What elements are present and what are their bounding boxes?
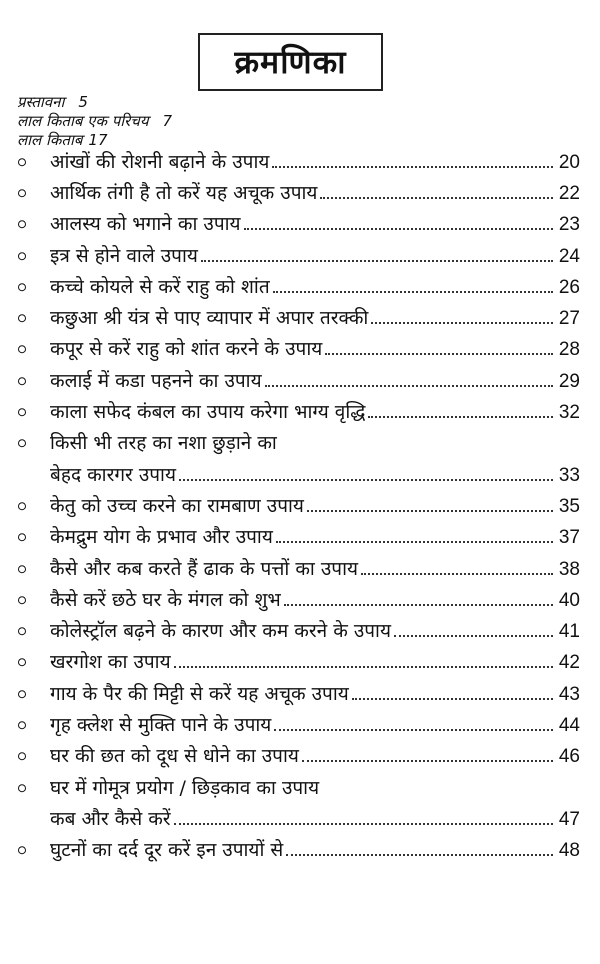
dot-leader	[244, 228, 553, 230]
title-box	[198, 33, 383, 91]
toc-page-number: 38	[558, 558, 580, 580]
toc-entry-text	[50, 555, 580, 581]
toc-entry-text	[50, 335, 580, 361]
bullet-circle-icon	[18, 158, 26, 166]
bullet-circle-icon	[18, 784, 26, 792]
dot-leader	[368, 416, 553, 418]
dot-leader	[302, 760, 553, 762]
toc-page-number: 48	[558, 840, 580, 862]
dot-leader	[284, 604, 553, 606]
toc-entry-text	[50, 586, 580, 612]
toc-entry-title: कैसे और कब करते हैं ढाक के पत्तों का उपाय	[50, 557, 359, 580]
dot-leader	[179, 479, 553, 481]
toc-page-number: 29	[558, 370, 580, 392]
toc-entry-title: गाय के पैर की मिट्टी से करें यह अचूक उपाय	[50, 682, 349, 705]
toc-entry-text	[50, 648, 580, 674]
bullet-circle-icon	[18, 690, 26, 698]
toc-entry-text	[50, 273, 580, 299]
toc-entry-text	[50, 492, 580, 518]
toc-page-number: 40	[558, 589, 580, 611]
toc-list	[0, 145, 600, 865]
toc-entry[interactable]	[0, 239, 600, 270]
toc-page-number: 23	[558, 214, 580, 236]
dot-leader	[174, 666, 553, 668]
toc-entry-title: इत्र से होने वाले उपाय	[50, 244, 198, 267]
toc-entry-title: आर्थिक तंगी है तो करें यह अचूक उपाय	[50, 181, 318, 204]
dot-leader	[174, 823, 553, 825]
bullet-circle-icon	[18, 408, 26, 416]
toc-entry-text	[50, 148, 580, 174]
toc-entry[interactable]	[0, 677, 600, 708]
toc-entry[interactable]	[0, 208, 600, 239]
toc-entry[interactable]	[0, 802, 600, 833]
toc-entry-title: कब और कैसे करें	[50, 807, 171, 830]
toc-entry-title: कलाई में कडा पहनने का उपाय	[50, 369, 262, 392]
bullet-circle-icon	[18, 565, 26, 573]
toc-entry-text	[50, 742, 580, 768]
dot-leader	[361, 573, 553, 575]
dot-leader	[201, 260, 553, 262]
dot-leader	[274, 729, 553, 731]
toc-entry[interactable]	[0, 552, 600, 583]
toc-entry[interactable]	[0, 771, 600, 802]
toc-entry-title: घर में गोमूत्र प्रयोग / छिड़काव का उपाय	[50, 776, 320, 799]
toc-entry-text	[50, 680, 580, 706]
prelim-label: लाल किताब एक परिचय	[17, 112, 149, 130]
toc-entry[interactable]	[0, 583, 600, 614]
toc-entry-title: कछुआ श्री यंत्र से पाए व्यापार में अपार तरक्की	[50, 307, 369, 330]
bullet-circle-icon	[18, 659, 26, 667]
toc-entry-title: कच्चे कोयले से करें राहु को शांत	[50, 275, 270, 298]
toc-entry[interactable]	[0, 427, 600, 458]
toc-entry-text	[50, 836, 580, 862]
toc-page-number: 46	[558, 746, 580, 768]
toc-entry[interactable]	[0, 395, 600, 426]
prelim-item[interactable]	[17, 112, 172, 131]
toc-entry[interactable]	[0, 646, 600, 677]
prelim-label: प्रस्तावना	[17, 93, 65, 111]
toc-entry-text	[50, 617, 580, 643]
dot-leader	[265, 385, 553, 387]
toc-entry[interactable]	[0, 301, 600, 332]
dot-leader	[276, 541, 553, 543]
toc-entry-text	[50, 304, 580, 330]
toc-entry-title: घुटनों का दर्द दूर करें इन उपायों से	[50, 839, 284, 862]
toc-entry-title: बेहद कारगर उपाय	[50, 463, 177, 486]
toc-entry[interactable]	[0, 458, 600, 489]
bullet-circle-icon	[18, 596, 26, 604]
toc-page-number: 42	[558, 652, 580, 674]
dot-leader	[286, 854, 553, 856]
toc-entry-text	[50, 398, 580, 424]
toc-page-number: 47	[558, 808, 580, 830]
bullet-circle-icon	[18, 220, 26, 228]
toc-entry-title: आंखों की रोशनी बढ़ाने के उपाय	[50, 150, 270, 173]
page-title: क्रमणिका	[234, 43, 347, 81]
bullet-circle-icon	[18, 752, 26, 760]
bullet-circle-icon	[18, 721, 26, 729]
bullet-circle-icon	[18, 502, 26, 510]
prelim-page: 7	[162, 112, 173, 130]
toc-page-number: 37	[558, 527, 580, 549]
toc-page-number: 22	[558, 182, 580, 204]
prelim-label: लाल किताब	[17, 131, 83, 149]
toc-page-number: 44	[558, 714, 580, 736]
toc-entry[interactable]	[0, 489, 600, 520]
toc-entry-text	[50, 242, 580, 268]
dot-leader	[273, 291, 553, 293]
toc-entry-title: कैसे करें छठे घर के मंगल को शुभ	[50, 588, 281, 611]
prelim-item[interactable]	[17, 93, 172, 112]
toc-entry[interactable]	[0, 521, 600, 552]
toc-entry[interactable]	[0, 708, 600, 739]
dot-leader	[371, 322, 553, 324]
toc-entry-title: आलस्य को भगाने का उपाय	[50, 213, 241, 236]
toc-page-number: 28	[558, 339, 580, 361]
toc-entry[interactable]	[0, 176, 600, 207]
toc-entry-title: केतु को उच्च करने का रामबाण उपाय	[50, 494, 304, 517]
toc-entry-title: गृह क्लेश से मुक्ति पाने के उपाय	[50, 713, 272, 736]
toc-entry-text	[50, 367, 580, 393]
toc-page-number: 20	[558, 151, 580, 173]
toc-entry-text	[50, 523, 580, 549]
dot-leader	[272, 166, 553, 168]
toc-entry-title: काला सफेद कंबल का उपाय करेगा भाग्य वृद्धि	[50, 401, 366, 424]
toc-entry-text	[50, 179, 580, 205]
toc-entry-text	[50, 805, 580, 831]
bullet-circle-icon	[18, 440, 26, 448]
toc-entry-title: घर की छत को दूध से धोने का उपाय	[50, 745, 299, 768]
toc-entry-text	[50, 461, 580, 487]
toc-entry-title: केमद्रुम योग के प्रभाव और उपाय	[50, 526, 273, 549]
bullet-circle-icon	[18, 846, 26, 854]
prelim-page: 17	[88, 131, 108, 149]
bullet-circle-icon	[18, 377, 26, 385]
toc-page-number: 33	[558, 464, 580, 486]
toc-entry[interactable]	[0, 614, 600, 645]
dot-leader	[394, 635, 553, 637]
toc-page-number: 43	[558, 683, 580, 705]
toc-page-number: 27	[558, 308, 580, 330]
toc-entry-title: किसी भी तरह का नशा छुड़ाने का	[50, 432, 277, 455]
toc-entry-text	[50, 429, 580, 455]
prelim-list	[17, 93, 172, 150]
toc-entry-title: खरगोश का उपाय	[50, 651, 171, 674]
toc-page-number: 32	[558, 402, 580, 424]
toc-entry[interactable]	[0, 834, 600, 865]
bullet-circle-icon	[18, 314, 26, 322]
toc-entry-text	[50, 210, 580, 236]
dot-leader	[352, 698, 553, 700]
dot-leader	[325, 353, 553, 355]
toc-entry[interactable]	[0, 740, 600, 771]
bullet-circle-icon	[18, 627, 26, 635]
toc-entry-title: कोलेस्ट्रॉल बढ़ने के कारण और कम करने के उपाय	[50, 620, 391, 643]
dot-leader	[320, 197, 553, 199]
bullet-circle-icon	[18, 252, 26, 260]
bullet-circle-icon	[18, 189, 26, 197]
toc-page-number: 41	[558, 621, 580, 643]
toc-entry[interactable]	[0, 270, 600, 301]
toc-page-number: 24	[558, 245, 580, 267]
toc-page-number: 35	[558, 495, 580, 517]
toc-page-number: 26	[558, 276, 580, 298]
toc-entry[interactable]	[0, 364, 600, 395]
toc-entry-text	[50, 774, 580, 800]
bullet-circle-icon	[18, 283, 26, 291]
toc-entry-title: कपूर से करें राहु को शांत करने के उपाय	[50, 338, 323, 361]
prelim-page: 5	[78, 93, 88, 111]
toc-entry[interactable]	[0, 333, 600, 364]
toc-entry[interactable]	[0, 145, 600, 176]
bullet-circle-icon	[18, 533, 26, 541]
bullet-circle-icon	[18, 346, 26, 354]
toc-entry-text	[50, 711, 580, 737]
dot-leader	[307, 510, 553, 512]
